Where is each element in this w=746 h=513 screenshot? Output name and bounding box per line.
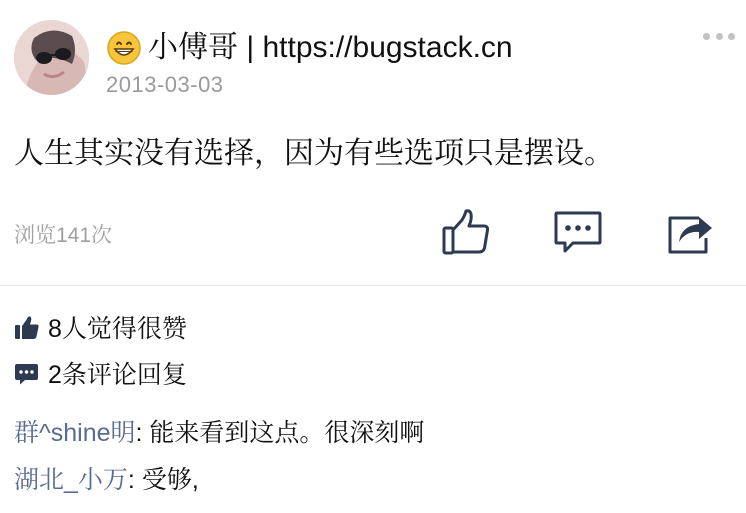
share-icon xyxy=(665,208,715,256)
more-dot-icon xyxy=(716,33,723,40)
likes-text: 8人觉得很赞 xyxy=(48,315,187,343)
comment-button[interactable] xyxy=(553,208,603,256)
like-button[interactable] xyxy=(441,208,491,256)
post-content: 人生其实没有选择，因为有些选项只是摆设。 xyxy=(14,137,614,170)
view-count: 浏览141次 xyxy=(14,224,113,247)
share-button[interactable] xyxy=(665,208,715,256)
grinning-emoji-icon xyxy=(106,30,142,66)
comments-count-text: 2条评论回复 xyxy=(48,361,187,389)
comment-filled-icon xyxy=(14,361,39,386)
avatar-image xyxy=(14,20,89,95)
section-divider xyxy=(0,285,746,286)
avatar[interactable] xyxy=(14,20,89,95)
comment-username[interactable]: 湖北_小万 xyxy=(14,466,128,494)
more-dot-icon xyxy=(728,33,735,40)
likes-summary[interactable] xyxy=(14,309,187,345)
thumbs-up-icon xyxy=(441,208,491,256)
comment-text: 能来看到这点。很深刻啊 xyxy=(149,419,425,447)
comment-item[interactable] xyxy=(14,460,199,496)
comment-separator: : xyxy=(127,466,142,494)
author-line[interactable] xyxy=(106,28,513,68)
more-dot-icon xyxy=(703,33,710,40)
comment-item[interactable] xyxy=(14,413,424,449)
post-date: 2013-03-03 xyxy=(106,72,224,97)
author-name: 小傅哥 | https://bugstack.cn xyxy=(148,31,513,64)
comment-bubble-icon xyxy=(553,208,603,256)
comment-separator: : xyxy=(135,419,150,447)
more-options-button[interactable] xyxy=(703,33,735,43)
comment-username[interactable]: 群^shine明 xyxy=(14,419,136,447)
comments-summary[interactable] xyxy=(14,355,187,391)
thumbs-up-filled-icon xyxy=(14,315,39,340)
comment-text: 受够, xyxy=(141,466,199,494)
